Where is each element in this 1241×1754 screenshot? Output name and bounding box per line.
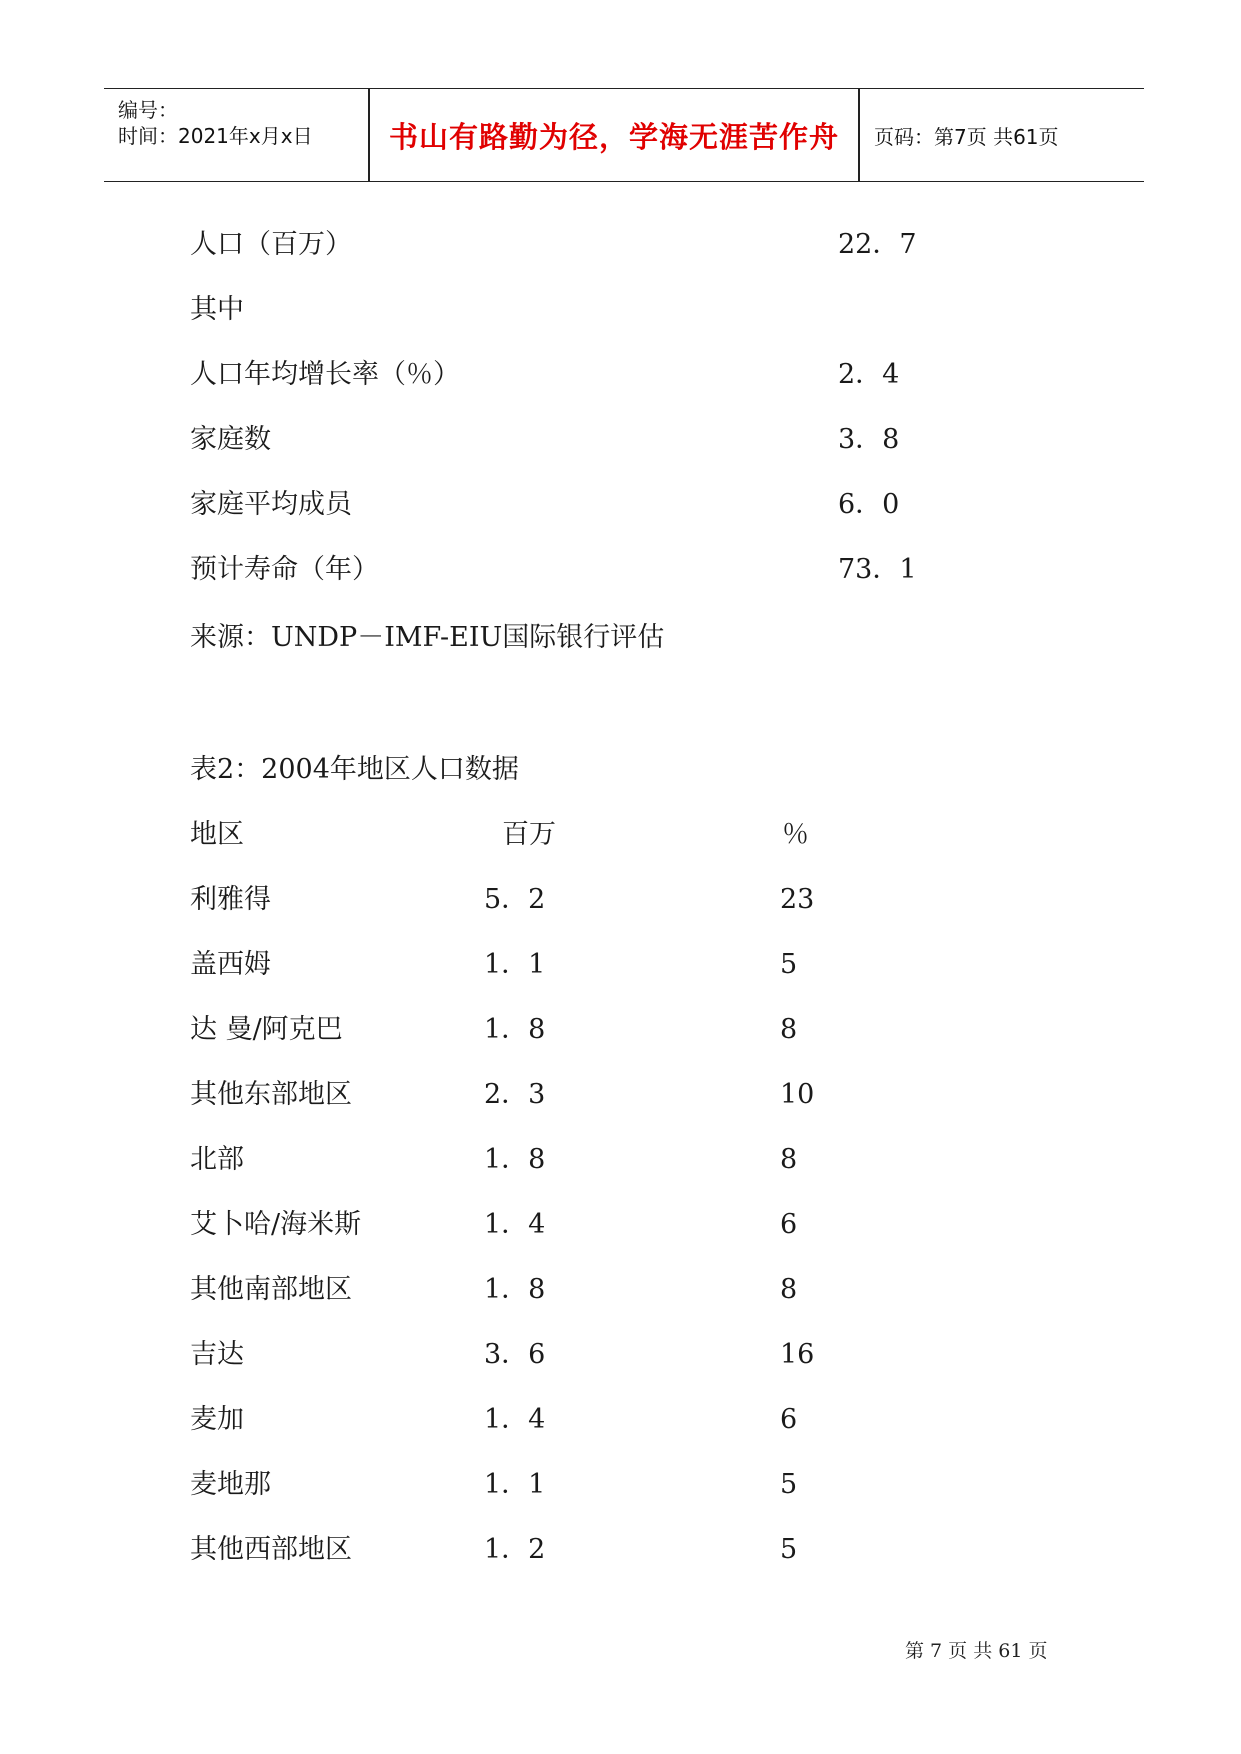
region-millions: 1．8 xyxy=(484,1274,546,1305)
region-millions: 1．2 xyxy=(484,1534,546,1565)
header-motto: 书山有路勤为径，学海无涯苦作舟 xyxy=(388,119,839,154)
region-name: 艾卜哈/海米斯 xyxy=(190,1209,362,1240)
region-millions: 1．4 xyxy=(484,1209,546,1240)
table-title: 表2：2004年地区人口数据 xyxy=(190,754,519,785)
region-name: 其他西部地区 xyxy=(190,1534,352,1565)
region-percent: 6 xyxy=(780,1404,798,1435)
summary-label: 人口年均增长率（％） xyxy=(190,359,460,390)
summary-label: 人口（百万） xyxy=(190,229,352,260)
region-percent: 8 xyxy=(780,1014,798,1045)
region-millions: 1．1 xyxy=(484,949,546,980)
summary-value: 3．8 xyxy=(838,424,900,455)
summary-label: 家庭数 xyxy=(190,424,271,455)
header-region: 地区 xyxy=(190,819,244,850)
region-millions: 1．1 xyxy=(484,1469,546,1500)
summary-value: 2．4 xyxy=(838,359,900,390)
summary-label: 家庭平均成员 xyxy=(190,489,352,520)
summary-value: 22．7 xyxy=(838,229,917,260)
summary-value: 73．1 xyxy=(838,554,917,585)
summary-value: 6．0 xyxy=(838,489,900,520)
region-percent: 23 xyxy=(780,884,815,915)
region-name: 盖西姆 xyxy=(190,949,271,980)
header-meta xyxy=(104,89,368,181)
region-percent: 10 xyxy=(780,1079,815,1110)
region-millions: 1．8 xyxy=(484,1014,546,1045)
document-header xyxy=(104,88,1144,182)
header-millions: 百万 xyxy=(502,819,556,850)
serial-label: 编号： xyxy=(118,98,178,122)
region-percent: 16 xyxy=(780,1339,815,1370)
region-percent: 5 xyxy=(780,1469,798,1500)
region-millions: 1．4 xyxy=(484,1404,546,1435)
region-percent: 6 xyxy=(780,1209,798,1240)
summary-label: 其中 xyxy=(190,294,244,325)
region-name: 其他东部地区 xyxy=(190,1079,352,1110)
region-millions: 2．3 xyxy=(484,1079,546,1110)
source-note: 来源：UNDP－IMF-EIU国际银行评估 xyxy=(190,622,665,653)
region-name: 北部 xyxy=(190,1144,244,1175)
region-name: 达 曼/阿克巴 xyxy=(190,1014,343,1045)
region-percent: 8 xyxy=(780,1274,798,1305)
region-percent: 5 xyxy=(780,1534,798,1565)
page-footer: 第 7 页 共 61 页 xyxy=(905,1640,1048,1662)
region-percent: 5 xyxy=(780,949,798,980)
region-name: 麦地那 xyxy=(190,1469,271,1500)
region-millions: 3．6 xyxy=(484,1339,546,1370)
region-name: 麦加 xyxy=(190,1404,244,1435)
header-page-number: 页码：第7页 共61页 xyxy=(874,124,1059,149)
summary-label: 预计寿命（年） xyxy=(190,554,379,585)
region-percent: 8 xyxy=(780,1144,798,1175)
region-name: 吉达 xyxy=(190,1339,244,1370)
region-name: 其他南部地区 xyxy=(190,1274,352,1305)
time-label: 时间：2021年x月x日 xyxy=(118,124,313,148)
header-percent: ％ xyxy=(782,819,809,850)
region-name: 利雅得 xyxy=(190,884,271,915)
region-millions: 5．2 xyxy=(484,884,546,915)
region-millions: 1．8 xyxy=(484,1144,546,1175)
